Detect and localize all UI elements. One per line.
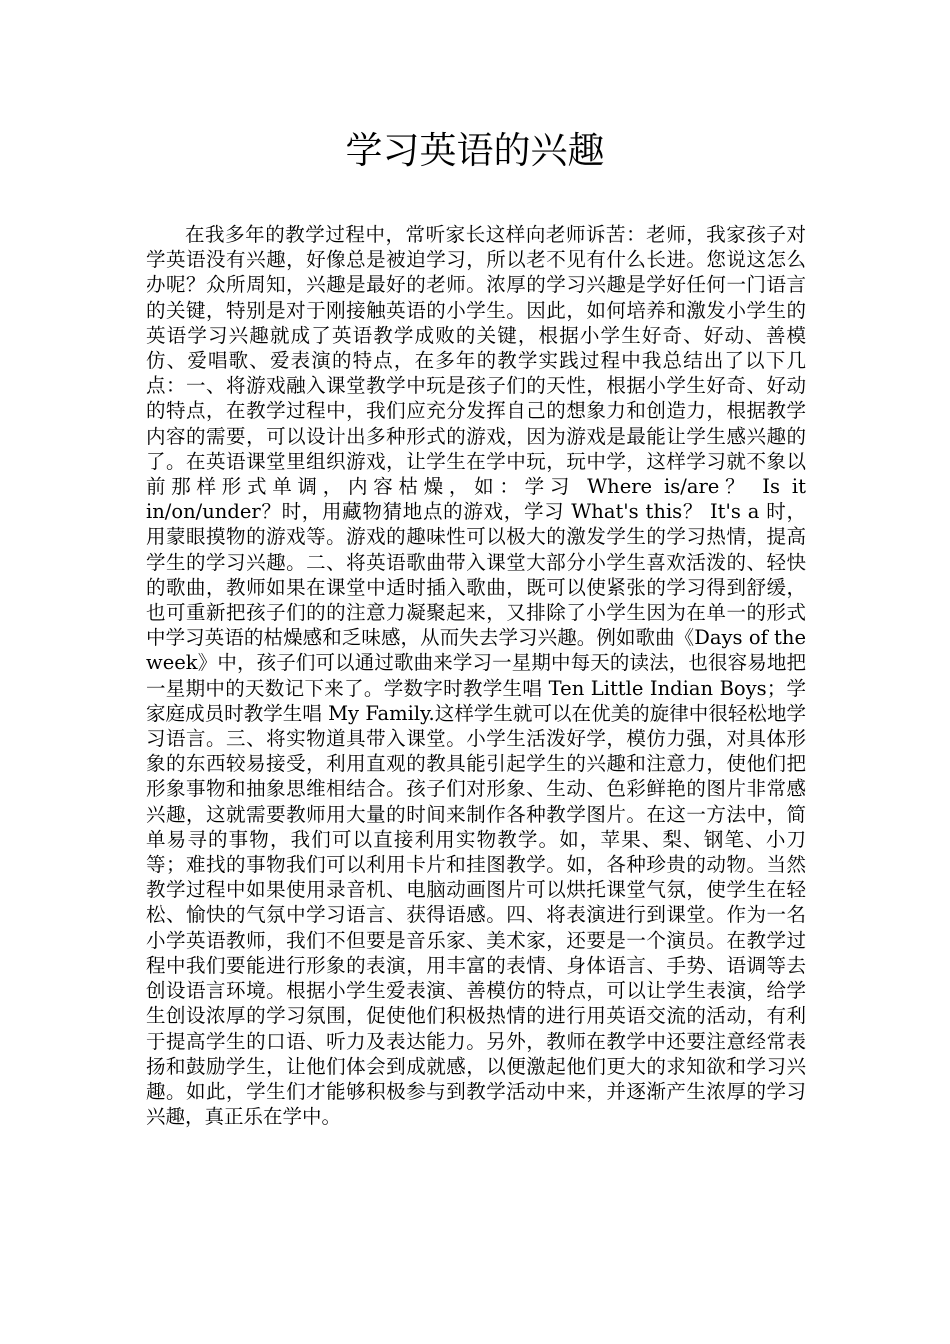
document-title: 学习英语的兴趣 — [345, 129, 605, 172]
document-body-paragraph: 在我多年的教学过程中，常听家长这样向老师诉苦：老师，我家孩子对学英语没有兴趣，好像总是被迫学习，所以老不见有什么长进。您说这怎么办呢？众所周知，兴趣是最好的老师。浓厚的学习兴趣是学好任何一门语言的关键，特别是对于刚接触英语的小学生。因此，如何培养和激发小学生的英语学习兴趣就成了英语教学成败的关键，根据小学生好奇、好动、善模仿、爱唱歌、爱表演的特点，在多年的教学实践过程中我总结出了以下几点：一、将游戏融入课堂教学中玩是孩子们的天性，根据小学生好奇、好动的特点，在教学过程中，我们应充分发挥自己的想象力和创造力，根据教学内容的需要，可以设计出多种形式的游戏，因为游戏是最能让学生感兴趣的了。在英语课堂里组织游戏，让学生在学中玩，玩中学，这样学习就不象以前那样形式单调，内容枯燥，如：学习 Where is/are？ Is it in/on/under？时，用藏物猜地点的游戏，学习 What's this？ It's a 时，用蒙眼摸物的游戏等。游戏的趣味性可以极大的激发学生的学习热情，提高学生的学习兴趣。二、将英语歌曲带入课堂大部分小学生喜欢活泼的、轻快的歌曲，教师如果在课堂中适时插入歌曲，既可以使紧张的学习得到舒缓，也可重新把孩子们的的注意力凝聚起来，又排除了小学生因为在单一的形式中学习英语的枯燥感和乏味感，从而失去学习兴趣。例如歌曲《Days of the week》中，孩子们可以通过歌曲来学习一星期中每天的读法，也很容易地把一星期中的天数记下来了。学数字时教学生唱 Ten Little Indian Boys；学家庭成员时教学生唱 My Family.这样学生就可以在优美的旋律中很轻松地学习语言。三、将实物道具带入课堂。小学生活泼好学，模仿力强，对具体形象的东西较易接受，利用直观的教具能引起学生的兴趣和注意力，使他们把形象事物和抽象思维相结合。孩子们对形象、生动、色彩鲜艳的图片非常感兴趣，这就需要教师用大量的时间来制作各种教学图片。在这一方法中，简单易寻的事物，我们可以直接利用实物教学。如，苹果、梨、钢笔、小刀等；难找的事物我们可以利用卡片和挂图教学。如，各种珍贵的动物。当然教学过程中如果使用录音机、电脑动画图片可以烘托课堂气氛，使学生在轻松、愉快的气氛中学习语言、获得语感。四、将表演进行到课堂。作为一名小学英语教师，我们不但要是音乐家、美术家，还要是一个演员。在教学过程中我们要能进行形象的表演，用丰富的表情、身体语言、手势、语调等去创设语言环境。根据小学生爱表演、善模仿的特点，可以让学生表演，给学生创设浓厚的学习氛围，促使他们积极热情的进行用英语交流的活动，有利于提高学生的口语、听力及表达能力。另外，教师在教学中还要注意经常表扬和鼓励学生，让他们体会到成就感，以便激起他们更大的求知欲和学习兴趣。如此，学生们才能够积极参与到教学活动中来，并逐渐产生浓厚的学习兴趣，真正乐在学中。 — [146, 223, 806, 1129]
